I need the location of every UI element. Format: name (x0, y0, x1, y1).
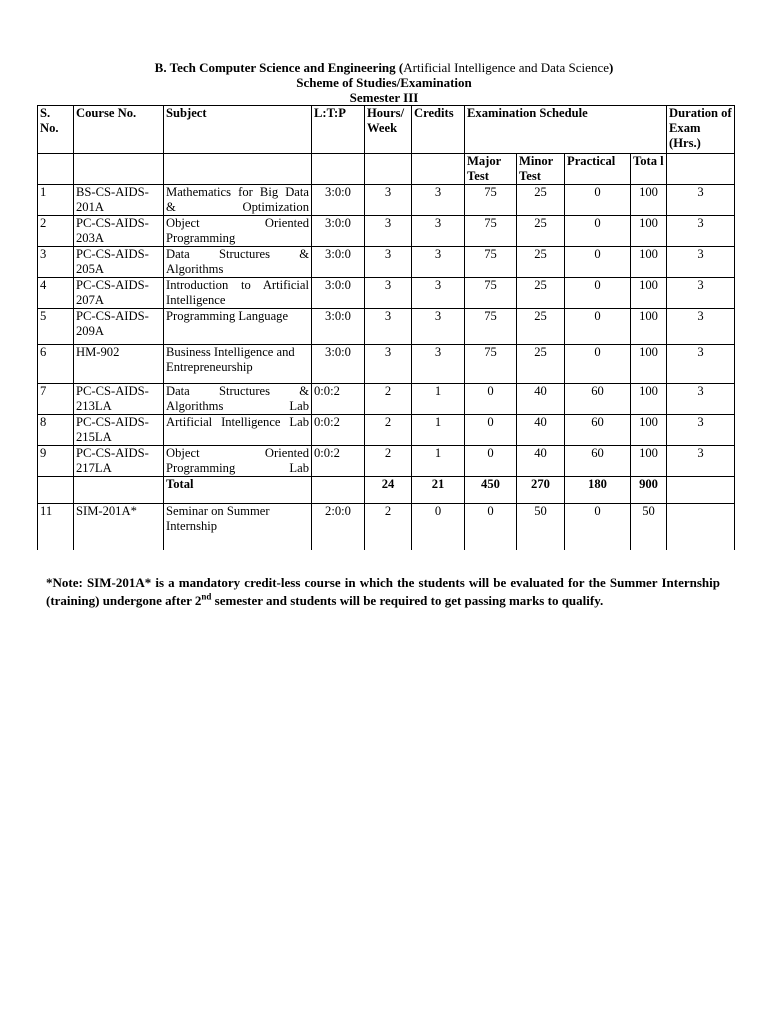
table-row (38, 345, 735, 384)
cell-ltp: 0:0:2 (312, 415, 365, 446)
cell-major: 75 (465, 345, 517, 384)
total-empty (74, 477, 164, 504)
cell-major: 75 (465, 216, 517, 247)
cell-minor: 40 (517, 415, 565, 446)
subheader-empty (74, 154, 164, 185)
cell-major: 0 (465, 446, 517, 477)
cell-ltp: 2:0:0 (312, 504, 365, 550)
cell-ltp: 0:0:2 (312, 384, 365, 415)
cell-total: 100 (631, 278, 667, 309)
cell-practical: 0 (565, 185, 631, 216)
cell-minor: 40 (517, 446, 565, 477)
table-row (38, 185, 735, 216)
cell-duration: 3 (667, 278, 735, 309)
scheme-title: Scheme of Studies/Examination (296, 75, 472, 90)
total-practical: 180 (565, 477, 631, 504)
cell-sno: 4 (38, 278, 74, 309)
cell-credits: 1 (412, 384, 465, 415)
cell-subject: Programming Language (164, 309, 312, 345)
header-course-no: Course No. (74, 106, 164, 154)
cell-practical: 0 (565, 345, 631, 384)
cell-major: 75 (465, 185, 517, 216)
total-empty (312, 477, 365, 504)
cell-ltp: 0:0:2 (312, 446, 365, 477)
cell-ltp: 3:0:0 (312, 278, 365, 309)
cell-major: 75 (465, 278, 517, 309)
program-title-main: B. Tech Computer Science and Engineering ( (154, 60, 404, 75)
cell-duration: 3 (667, 309, 735, 345)
cell-subject: Mathematics for Big Data & Optimization (164, 185, 312, 216)
cell-credits: 3 (412, 278, 465, 309)
cell-credits: 1 (412, 415, 465, 446)
cell-practical: 0 (565, 216, 631, 247)
cell-major: 0 (465, 504, 517, 550)
cell-ltp: 3:0:0 (312, 216, 365, 247)
cell-subject: Seminar on Summer Internship (164, 504, 312, 550)
total-row (38, 477, 735, 504)
cell-subject: Introduction to Artificial Intelligence (164, 278, 312, 309)
cell-practical: 60 (565, 415, 631, 446)
cell-duration: 3 (667, 446, 735, 477)
seminar-row (38, 504, 735, 550)
cell-total: 100 (631, 216, 667, 247)
cell-course-no: PC-CS-AIDS-207A (74, 278, 164, 309)
program-title-close: ) (608, 60, 614, 75)
total-label: Total (164, 477, 312, 504)
cell-duration: 3 (667, 345, 735, 384)
cell-hours: 3 (365, 185, 412, 216)
cell-subject: Object Oriented Programming (164, 216, 312, 247)
cell-course-no: HM-902 (74, 345, 164, 384)
total-minor: 270 (517, 477, 565, 504)
subheader-total: Tota l (631, 154, 667, 185)
header-subject: Subject (164, 106, 312, 154)
program-title (0, 60, 768, 75)
cell-ltp: 3:0:0 (312, 247, 365, 278)
cell-credits: 3 (412, 216, 465, 247)
table-row (38, 216, 735, 247)
total-hours: 24 (365, 477, 412, 504)
cell-total: 100 (631, 415, 667, 446)
header-hours-week: Hours/ Week (365, 106, 412, 154)
cell-major: 0 (465, 384, 517, 415)
cell-practical: 60 (565, 384, 631, 415)
cell-hours: 3 (365, 247, 412, 278)
cell-hours: 2 (365, 446, 412, 477)
header-duration: Duration of Exam (Hrs.) (667, 106, 735, 154)
subheader-empty (312, 154, 365, 185)
cell-hours: 3 (365, 278, 412, 309)
table-row (38, 415, 735, 446)
cell-subject: Object Oriented Programming Lab (164, 446, 312, 477)
subheader-minor-test: Minor Test (517, 154, 565, 185)
cell-sno: 1 (38, 185, 74, 216)
cell-course-no: PC-CS-AIDS-203A (74, 216, 164, 247)
cell-subject: Data Structures & Algorithms (164, 247, 312, 278)
cell-practical: 60 (565, 446, 631, 477)
cell-practical: 0 (565, 247, 631, 278)
cell-ltp: 3:0:0 (312, 185, 365, 216)
total-credits: 21 (412, 477, 465, 504)
cell-total: 100 (631, 384, 667, 415)
subheader-practical: Practical (565, 154, 631, 185)
cell-duration: 3 (667, 185, 735, 216)
cell-total: 100 (631, 185, 667, 216)
total-total: 900 (631, 477, 667, 504)
cell-sno: 5 (38, 309, 74, 345)
cell-sno: 9 (38, 446, 74, 477)
cell-hours: 3 (365, 309, 412, 345)
cell-sno: 3 (38, 247, 74, 278)
cell-sno: 11 (38, 504, 74, 550)
scheme-table-body (38, 106, 735, 550)
table-row (38, 309, 735, 345)
subheader-major-test: Major Test (465, 154, 517, 185)
cell-total: 100 (631, 309, 667, 345)
table-subheader-row (38, 154, 735, 185)
cell-hours: 2 (365, 504, 412, 550)
table-row (38, 278, 735, 309)
table-row (38, 247, 735, 278)
cell-sno: 7 (38, 384, 74, 415)
cell-duration: 3 (667, 247, 735, 278)
total-empty (38, 477, 74, 504)
scheme-table (37, 105, 735, 550)
cell-total: 100 (631, 446, 667, 477)
cell-total: 100 (631, 345, 667, 384)
cell-credits: 3 (412, 309, 465, 345)
footnote-superscript: nd (201, 591, 212, 602)
cell-sno: 6 (38, 345, 74, 384)
cell-course-no: BS-CS-AIDS-201A (74, 185, 164, 216)
header-sno: S. No. (38, 106, 74, 154)
total-empty (667, 477, 735, 504)
cell-course-no: PC-CS-AIDS-217LA (74, 446, 164, 477)
cell-practical: 0 (565, 278, 631, 309)
footnote-text-part1: *Note: SIM-201A* is a mandatory credit-less course in which the students will be evaluated for the Summer Internship (training) undergone after 2 (46, 575, 720, 608)
cell-ltp: 3:0:0 (312, 345, 365, 384)
cell-minor: 50 (517, 504, 565, 550)
cell-credits: 3 (412, 185, 465, 216)
cell-course-no: SIM-201A* (74, 504, 164, 550)
subheader-empty (164, 154, 312, 185)
cell-total: 50 (631, 504, 667, 550)
program-title-specialization: Artificial Intelligence and Data Science (403, 60, 609, 75)
cell-minor: 25 (517, 247, 565, 278)
cell-duration: 3 (667, 384, 735, 415)
cell-sno: 8 (38, 415, 74, 446)
cell-hours: 2 (365, 384, 412, 415)
cell-major: 75 (465, 247, 517, 278)
cell-minor: 25 (517, 309, 565, 345)
cell-credits: 3 (412, 247, 465, 278)
cell-credits: 0 (412, 504, 465, 550)
table-header-row (38, 106, 735, 154)
table-row (38, 446, 735, 477)
cell-hours: 3 (365, 345, 412, 384)
cell-duration: 3 (667, 415, 735, 446)
cell-minor: 25 (517, 185, 565, 216)
cell-practical: 0 (565, 309, 631, 345)
cell-major: 75 (465, 309, 517, 345)
cell-minor: 25 (517, 216, 565, 247)
footnote-text-part2: semester and students will be required to get passing marks to qualify. (211, 593, 604, 608)
subheader-empty (365, 154, 412, 185)
subheader-empty (38, 154, 74, 185)
cell-course-no: PC-CS-AIDS-205A (74, 247, 164, 278)
cell-hours: 3 (365, 216, 412, 247)
cell-total: 100 (631, 247, 667, 278)
cell-course-no: PC-CS-AIDS-215LA (74, 415, 164, 446)
header-examination-schedule: Examination Schedule (465, 106, 667, 154)
header-credits: Credits (412, 106, 465, 154)
cell-minor: 25 (517, 345, 565, 384)
cell-subject: Data Structures & Algorithms Lab (164, 384, 312, 415)
cell-course-no: PC-CS-AIDS-209A (74, 309, 164, 345)
cell-minor: 40 (517, 384, 565, 415)
cell-subject: Business Intelligence and Entrepreneurship (164, 345, 312, 384)
cell-duration (667, 504, 735, 550)
cell-hours: 2 (365, 415, 412, 446)
semester-title: Semester III (349, 90, 419, 105)
cell-credits: 3 (412, 345, 465, 384)
cell-minor: 25 (517, 278, 565, 309)
cell-major: 0 (465, 415, 517, 446)
cell-subject: Artificial Intelligence Lab (164, 415, 312, 446)
header-ltp: L:T:P (312, 106, 365, 154)
cell-practical: 0 (565, 504, 631, 550)
cell-ltp: 3:0:0 (312, 309, 365, 345)
table-row (38, 384, 735, 415)
cell-credits: 1 (412, 446, 465, 477)
cell-sno: 2 (38, 216, 74, 247)
footnote (46, 574, 720, 610)
cell-duration: 3 (667, 216, 735, 247)
total-major: 450 (465, 477, 517, 504)
subheader-empty (412, 154, 465, 185)
subheader-empty (667, 154, 735, 185)
cell-course-no: PC-CS-AIDS-213LA (74, 384, 164, 415)
